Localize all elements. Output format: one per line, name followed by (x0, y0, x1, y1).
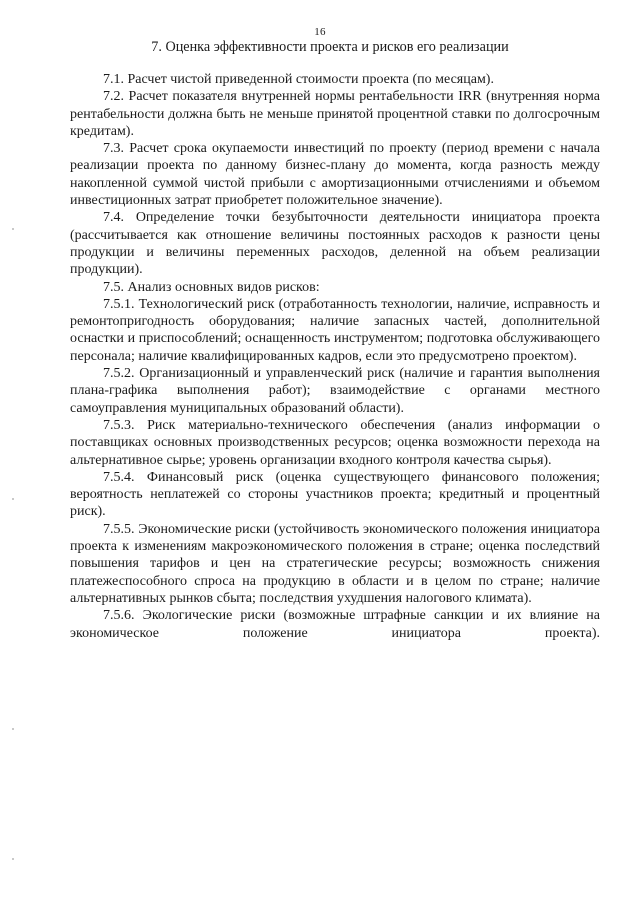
paragraph-7-5-6: 7.5.6. Экологические риски (возможные штрафные санкции и их влияние на экономическое положение инициатора проекта). (70, 608, 600, 641)
paragraph-7-5-1: 7.5.1. Технологический риск (отработанность технологии, наличие, исправность и ремонтопригодность оборудования; наличие запасных частей, дополнительной оснастки и приспособлений; оснащенность инструментом; подготовка обслуживающего персонала; наличие квалифицированных кадров, если это предусмотрено проектом). (70, 296, 600, 364)
paragraph-7-1: 7.1. Расчет чистой приведенной стоимости проекта (по месяцам). (103, 72, 494, 87)
paragraph-7-5-5: 7.5.5. Экономические риски (устойчивость экономического положения инициатора проекта к изменениям макроэкономического положения в стране; оценка последствий повышения тарифов и цен на стратегические ресурсы; возможность снижения платежеспособного спроса на продукцию в области и в целом по стране; наличие альтернативных рынков сбыта; последствия ухудшения налогового климата). (70, 521, 600, 606)
scan-artifact (12, 228, 14, 230)
page-number: 16 (314, 26, 326, 38)
scan-artifact (12, 858, 14, 860)
paragraph-7-5: 7.5. Анализ основных видов рисков: (103, 279, 320, 295)
section-title: 7. Оценка эффективности проекта и рисков его реализации (151, 39, 509, 55)
scan-artifact (12, 728, 14, 730)
paragraph-7-2: 7.2. Расчет показателя внутренней нормы рентабельности IRR (внутренняя норма рентабельности должна быть не меньше принятой процентной ставки по долгосрочным кредитам). (70, 89, 600, 139)
document-body (70, 71, 600, 642)
paragraph-7-5-3: 7.5.3. Риск материально-технического обеспечения (анализ информации о поставщиках основных производственных ресурсов; оценка возможности перехода на альтернативное сырье; уровень организации входного контроля качества сырья). (70, 417, 600, 468)
paragraph-7-5-4: 7.5.4. Финансовый риск (оценка существующего финансового положения; вероятность неплатежей со стороны участников проекта; кредитный и процентный риск). (70, 469, 600, 520)
paragraph-7-4: 7.4. Определение точки безубыточности деятельности инициатора проекта (рассчитывается как отношение величины постоянных расходов к разности цены продукции и величины переменных расходов, деленной на объем реализации продукции). (70, 210, 600, 278)
paragraph-7-5-2: 7.5.2. Организационный и управленческий риск (наличие и гарантия выполнения плана-графика выполнения работ); взаимодействие с органами местного самоуправления муниципальных образований области). (70, 366, 600, 416)
paragraph-7-3: 7.3. Расчет срока окупаемости инвестиций по проекту (период времени с начала реализации проекта по данному бизнес-плану до момента, когда разность между накопленной суммой чистой прибыли с амортизационными отчислениями и объемом инвестиционных затрат приобретет положительное значение). (70, 141, 600, 209)
scan-artifact (12, 498, 14, 500)
